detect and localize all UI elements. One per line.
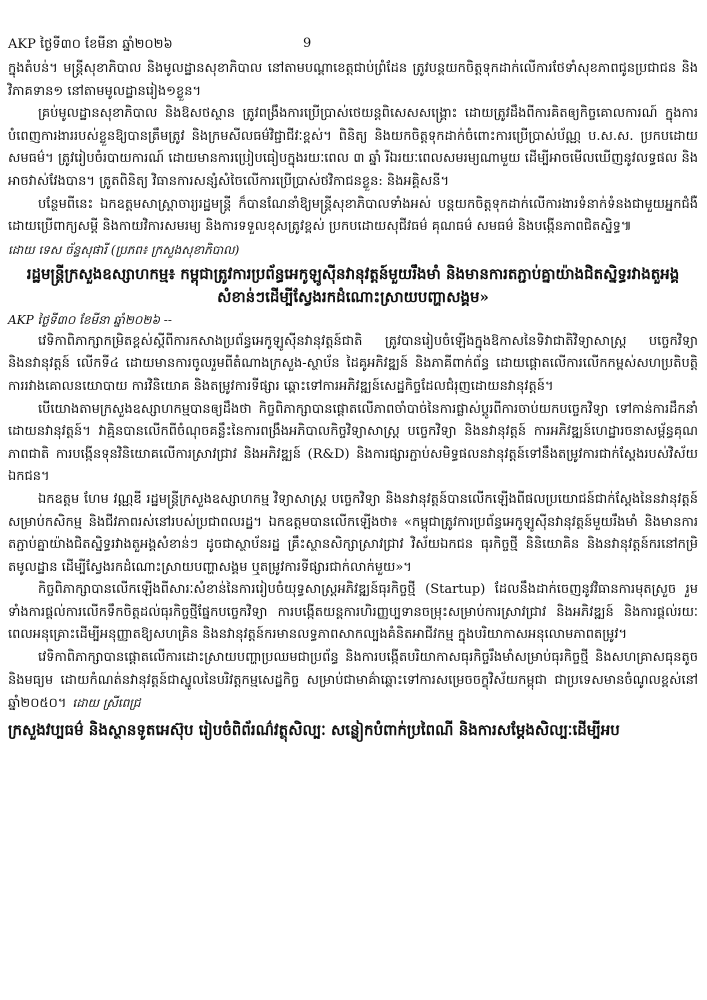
article1-paragraph: បន្ថែមពីនេះ ឯកឧត្តមសាស្ត្រាចារ្យរដ្ឋមន្ត្រី ក៏បានណែនាំឱ្យមន្ត្រីសុខាភិបាលទាំងអស់ បន្តយកចិត្តទុកដាក់លើការងារទំនាក់ទំនងជាមួយអ្នកជំងឺដោយប្រើពាក្យសម្ដី និងកាយវិការសមរម្យ និងការទទួលខុសត្រូវខ្ពស់ ប្រកបដោយសុជីវធម៌ គុណធម៌ សមធម៌ និងបង្កើនភាពជិតស្និទ្ធ៕	[8, 196, 698, 235]
page-header	[8, 36, 698, 58]
article2-paragraph: កិច្ចពិភាក្សាបានលើកឡើងពីសារៈសំខាន់នៃការរៀបចំយុទ្ធសាស្ត្រអភិវឌ្ឍន៍ធុរកិច្ចថ្មី (Startup) ដែលនឹងដាក់ចេញនូវវិធានការមុតស្រួច រួមទាំងការផ្ដល់ការលើកទឹកចិត្តដល់ធុរកិច្ចថ្មីផ្នែកបច្ចេកវិទ្យា ការបង្កើតយន្តការហិរញ្ញប្បទានចម្រុះសម្រាប់ការស្រាវជ្រាវ និងអភិវឌ្ឍន៍ និងការផ្ដល់រយៈពេលអនុគ្រោះដើម្បីអនុញ្ញាតឱ្យសហគ្រិន និងនវានុវត្តន៍ករមានលទ្ធភាពសាកល្បងគំនិតអាជីវកម្ម ក្នុងបរិយាកាសអនុលោមភាពតម្រូវ។	[8, 582, 698, 643]
article3-headline: ក្រសួងវប្បធម៌ និងស្ថានទូតអេស៊ុប រៀបចំពិព័រណ៌វត្ថុសិល្បៈ សន្លៀកបំពាក់ប្រពៃណី និងការសម្ដែងសិល្បៈដើម្បីអប	[8, 720, 620, 739]
newspaper-page	[8, 36, 698, 742]
article2-paragraph: ឯកឧត្តម ហែម វណ្ណឌី រដ្ឋមន្ត្រីក្រសួងឧស្សាហកម្ម វិទ្យាសាស្ត្រ បច្ចេកវិទ្យា និងនវានុវត្តន៍បានលើកឡើងពីផលប្រយោជន៍ជាក់ស្ដែងនៃនវានុវត្តន៍សម្រាប់កសិកម្ម និងជីវភាពរស់នៅរបស់ប្រជាពលរដ្ឋ។ ឯកឧត្តមបានលើកឡើងថា៖ «កម្ពុជាត្រូវការប្រព័ន្ធអេកូឡូស៊ីនវានុវត្តន៍មួយរឹងមាំ និងមានការតភ្ជាប់គ្នាយ៉ាងជិតស្និទ្ធរវាងតួអង្គសំខាន់ៗ ដូចជាស្ថាប័នរដ្ឋ គ្រឹះស្ថានសិក្សាស្រាវជ្រាវ វិស័យឯកជន ធុរកិច្ចថ្មី និនិយោគិន និងនវានុវត្តន៍ករនៅកម្រិតមូលដ្ឋាន ដើម្បីស្វែងរកដំណោះស្រាយបញ្ហាសង្គម ឬតម្រូវការទីផ្សារជាក់លាក់មួយ»។	[8, 491, 698, 575]
article2-dateline: AKP ថ្ងៃទី៣០ ខែមីនា ឆ្នាំ២០២៦ --	[8, 312, 172, 327]
article1-paragraph: គ្រប់មូលដ្ឋានសុខាភិបាល និងឱសថស្ថាន ត្រូវពង្រឹងការប្រើប្រាស់ថេយន្តពិសេសសង្គ្រោះ ដោយត្រូវដឹងពីការគិតឲ្យកិច្ចគោលការណ៍ ក្នុងការបំពេញការងាររបស់ខ្លួនឱ្យបានត្រឹមត្រូវ និងក្រមសីលធម៌វិជ្ជាជីវៈខ្ពស់។ ពិនិត្យ និងយកចិត្តទុកដាក់ចំពោះការប្រើប្រាស់ប័ណ្ណ ប.ស.ស. ប្រកបដោយសមធម៌។ ត្រូវរៀបចំរបាយការណ៍ ដោយមានការប្រៀបធៀបក្នុងរយៈពេល ៣ ឆ្នាំ រីឯរយៈពេលសមរម្យណាមួយ ដើម្បីអាចមើលឃើញនូវលទ្ធផល និងអាចវាស់វែងបាន។ ត្រូតពិនិត្យ វិធានការសន្សំសំចៃលើការប្រើប្រាស់ថវិកាជនខ្លួន: និងអគ្គិសនី។	[8, 106, 698, 189]
page-number: 9	[303, 36, 312, 51]
article2-headline: រដ្ឋមន្ត្រីក្រសួងឧស្សាហកម្ម៖ កម្ពុជាត្រូវការប្រព័ន្ធអេកូឡូស៊ីនវានុវត្តន៍មួយរឹងមាំ និងមានការតភ្ជាប់គ្នាយ៉ាងជិតស្និទ្ធរវាងតួអង្គសំខាន់ៗដើម្បីស្វែងរកដំណោះស្រាយបញ្ហាសង្គម»	[26, 264, 680, 306]
article2-paragraph: វេទិកាពិភាក្សាកម្រិតខ្ពស់ស្ដីពីការកសាងប្រព័ន្ធអេកូឡូស៊ីនវានុវត្តន៍ជាតិ ត្រូវបានរៀបចំឡើងក្នុងឱកាសនៃទិវាជាតិវិទ្យាសាស្ត្រ បច្ចេកវិទ្យា និងនវានុវត្តន៍ លើកទី៤ ដោយមានការចូលរួមពីតំណាងក្រសួង-ស្ថាប័ន ដៃគូអភិវឌ្ឍន៍ និងភាគីពាក់ព័ន្ធ ដោយផ្ដោតលើការលើកកម្ពស់សហប្រតិបត្តិការរវាងគោលនយោបាយ ការវិនិយោគ និងតម្រូវការទីផ្សារ ឆ្ពោះទៅការអភិវឌ្ឍន៍សេដ្ឋកិច្ចដែលជំរុញដោយនវានុវត្តន៍។	[8, 333, 698, 394]
article1-paragraph: ក្នុងតំបន់។ មន្ត្រីសុខាភិបាល និងមូលដ្ឋានសុខាភិបាល នៅតាមបណ្ដាខេត្តជាប់ព្រំដែន ត្រូវបន្តយកចិត្តទុកដាក់លើការថែទាំសុខភាពជូនប្រជាជន និងវិភាគទាន១ នៅតាមមូលដ្ឋានរៀង១ខ្លួន។	[8, 61, 698, 99]
article2-paragraph: បើយោងតាមក្រសួងឧស្សាហកម្មបានឲ្យដឹងថា កិច្ចពិភាក្សាបានផ្ដោតលើភាពចាំបាច់នៃការផ្លាស់ប្ដូរពីការចាប់យកបច្ចេកវិទ្យា ទៅកាន់ការដឹកនាំដោយនវានុវត្តន៍។ វាគ្មិនបានលើកពីចំណុចគន្លឹះនៃការពង្រឹងអភិបាលកិច្ចវិទ្យាសាស្ត្រ បច្ចេកវិទ្យា និងនវានុវត្តន៍ ការអភិវឌ្ឍន៍ហេដ្ឋារចនាសម្ព័ន្ធគុណភាពជាតិ ការបង្កើនទុនវិនិយោគលើការស្រាវជ្រាវ និងអភិវឌ្ឍន៍ (R&D) និងការផ្សារភ្ជាប់សមិទ្ធផលនវានុវត្តន៍ទៅនឹងតម្រូវការជាក់ស្ដែងរបស់វិស័យឯកជន។	[8, 401, 698, 485]
header-dateline: AKP ថ្ងៃទី៣០ ខែមីនា ឆ្នាំ២០២៦	[8, 37, 173, 52]
article2-paragraph	[8, 647, 698, 716]
article2-byline: ដោយ ស្រីពេជ្រ	[72, 696, 141, 711]
article2-last-paragraph-text: វេទិកាពិភាក្សាបានផ្ដោតលើការដោះស្រាយបញ្ហាប្រឈមជាប្រព័ន្ធ និងការបង្កើតបរិយាកាសធុរកិច្ចរឹងមាំសម្រាប់ធុរកិច្ចថ្មី និងសហគ្រាសធុនតូច និងមធ្យម ដោយកំណត់នវានុវត្តន៍ជាស្នូលនៃបរិវត្តកម្មសេដ្ឋកិច្ច សម្រាប់ជាមាគ៌ាឆ្ពោះទៅការសម្រេចចក្ខុវិស័យកម្ពុជា ជាប្រទេសមានចំណូលខ្ពស់នៅឆ្នាំ២០៥០។	[8, 650, 698, 712]
article1-byline: ដោយ ទេស ច័ន្ទសុផារី (ប្រភព៖ ក្រសួងសុខាភិបាល)	[8, 242, 240, 257]
